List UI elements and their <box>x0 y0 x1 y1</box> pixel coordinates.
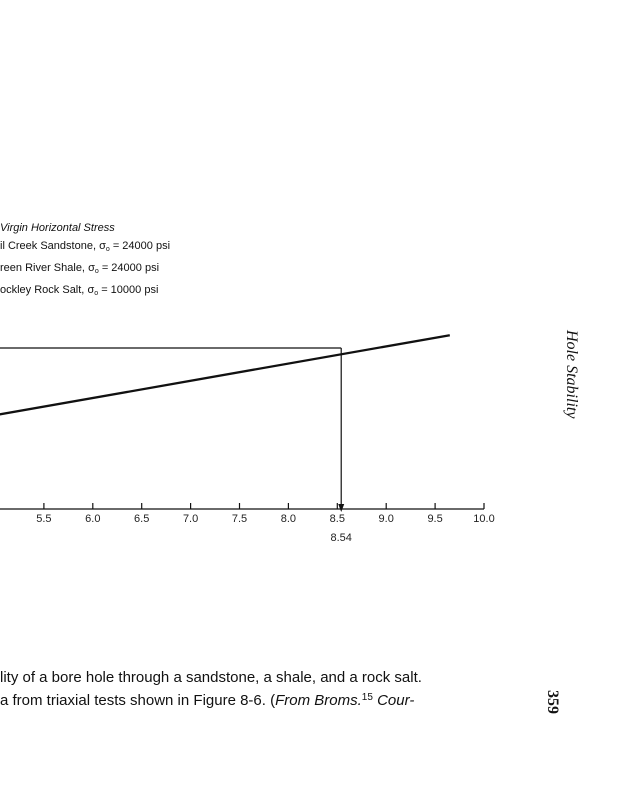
stress-subscript: o <box>94 290 99 297</box>
figure-caption <box>0 668 520 711</box>
stress-subscript: o <box>94 268 99 275</box>
x-tick-label: 7.0 <box>182 513 199 525</box>
annotation-label: 8.54 <box>330 532 352 544</box>
stress-symbol: σ <box>87 284 95 296</box>
legend-entry-name: ockley Rock Salt, <box>0 284 85 296</box>
page-number: 359 <box>544 690 561 714</box>
x-tick-label: 8.5 <box>329 513 345 525</box>
x-tick-label: 7.5 <box>231 513 248 525</box>
legend-title: Virgin Horizontal Stress <box>0 222 115 234</box>
x-tick-label: 8.0 <box>280 513 297 525</box>
caption-line-2-text: a from triaxial tests shown in Figure 8-6. ( <box>0 692 276 709</box>
caption-line-2 <box>0 688 520 711</box>
caption-line-1: lity of a bore hole through a sandstone, a shale, and a rock salt. <box>0 669 422 686</box>
x-tick-label: 9.0 <box>378 513 394 525</box>
caption-reference-number: 15 <box>361 692 373 703</box>
x-tick-label: 9.5 <box>427 513 443 525</box>
caption-citation: From Broms. <box>275 692 362 709</box>
series-line-2 <box>0 335 450 415</box>
legend-entry-value: = 24000 psi <box>112 240 171 252</box>
running-head: Hole Stability <box>563 330 580 419</box>
stress-symbol: σ <box>99 240 106 252</box>
legend-entry-name: il Creek Sandstone, <box>0 240 96 252</box>
x-tick-label: 10.0 <box>473 513 495 525</box>
legend-entry-value: = 10000 psi <box>101 284 159 296</box>
legend-entry-name: reen River Shale, <box>0 262 85 274</box>
annotation-arrowhead <box>338 504 344 512</box>
stress-subscript: o <box>105 246 110 253</box>
stress-symbol: σ <box>88 262 95 274</box>
x-tick-label: 6.0 <box>85 513 101 525</box>
x-tick-label: 5.5 <box>36 513 52 525</box>
x-tick-label: 6.5 <box>134 513 150 525</box>
series-layer <box>0 335 450 415</box>
legend-entry-value: = 24000 psi <box>101 262 160 274</box>
x-axis <box>0 503 495 525</box>
caption-continuation: Cour- <box>372 692 415 709</box>
